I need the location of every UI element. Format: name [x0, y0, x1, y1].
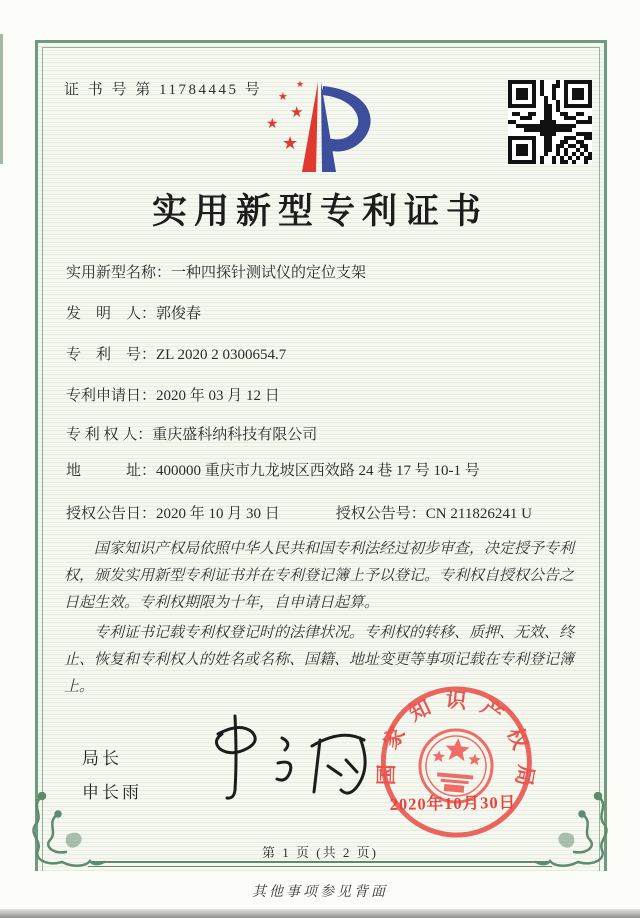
- field-patent-number: [66, 343, 286, 364]
- signer-name: 申长雨: [82, 783, 142, 802]
- field-address: [66, 459, 480, 480]
- field-label: 专利申请日：: [66, 388, 157, 404]
- field-value: CN 211826241 U: [425, 506, 532, 522]
- seal-date: 2020年10月30日: [389, 792, 517, 814]
- official-seal: [365, 675, 547, 857]
- field-value: ZL 2020 2 0300654.7: [156, 347, 287, 363]
- field-value: 400000 重庆市九龙坡区西效路 24 巷 17 号 10-1 号: [156, 463, 480, 479]
- field-utility-model-name: [66, 261, 366, 282]
- seal-org-text: 国家知识产权局: [374, 687, 539, 801]
- seal-graphic: [365, 675, 547, 857]
- star-icon: ★: [266, 117, 279, 132]
- field-value: 一种四探针测试仪的定位支架: [171, 265, 367, 281]
- field-value: 2020 年 10 月 30 日: [156, 506, 280, 522]
- field-label: 授权公告日：: [66, 506, 157, 522]
- cnipa-logo-icon: [252, 80, 388, 178]
- certificate-number: 证 书 号 第 11784445 号: [64, 82, 263, 98]
- field-filing-date: [66, 384, 280, 405]
- field-value: 郭俊春: [156, 306, 202, 322]
- scan-page-edge: [0, 34, 3, 164]
- star-icon: ★: [278, 91, 288, 103]
- field-inventor: [66, 302, 201, 323]
- field-patentee: [66, 423, 317, 444]
- field-label: 专 利 号：: [66, 347, 157, 363]
- field-value: 重庆盛科纳科技有限公司: [152, 427, 318, 443]
- flourish-corner-left-icon: [28, 792, 106, 876]
- legal-text: [64, 536, 576, 701]
- qr-code: [508, 80, 592, 164]
- star-icon: ★: [296, 79, 305, 89]
- field-label: 授权公告号：: [335, 506, 426, 522]
- signer-title: 局长: [82, 749, 122, 768]
- page-number: 第 1 页 (共 2 页): [262, 845, 378, 860]
- certificate-title: 实用新型专利证书: [151, 192, 488, 231]
- field-value: 2020 年 03 月 12 日: [156, 388, 280, 404]
- handwritten-signature-icon: [160, 708, 375, 813]
- bottom-ornamental-rule: [88, 861, 552, 867]
- field-label: 地 址：: [66, 463, 157, 479]
- field-label: 实用新型名称：: [66, 265, 172, 281]
- field-label: 专 利 权 人：: [66, 427, 153, 443]
- star-icon: ★: [290, 105, 304, 121]
- star-icon: ★: [282, 133, 299, 153]
- back-note: 其他事项参见背面: [252, 885, 388, 900]
- legal-paragraph: 国家知识产权局依照中华人民共和国专利法经过初步审查，决定授予专利权，颁发实用新型专利证书并在专利登记簿上予以登记。专利权自授权公告之日起生效。专利权期限为十年，自申请日起算。: [64, 541, 575, 611]
- legal-paragraph: 专利证书记载专利权登记时的法律状况。专利权的转移、质押、无效、终止、恢复和专利权人的姓名或名称、国籍、地址变更等事项记载在专利登记簿上。: [64, 625, 575, 695]
- scan-bottom-shadow: [0, 909, 640, 918]
- field-label: 发 明 人：: [66, 306, 157, 322]
- field-grant-date-and-number: [66, 502, 532, 523]
- flourish-corner-right-icon: [534, 792, 612, 876]
